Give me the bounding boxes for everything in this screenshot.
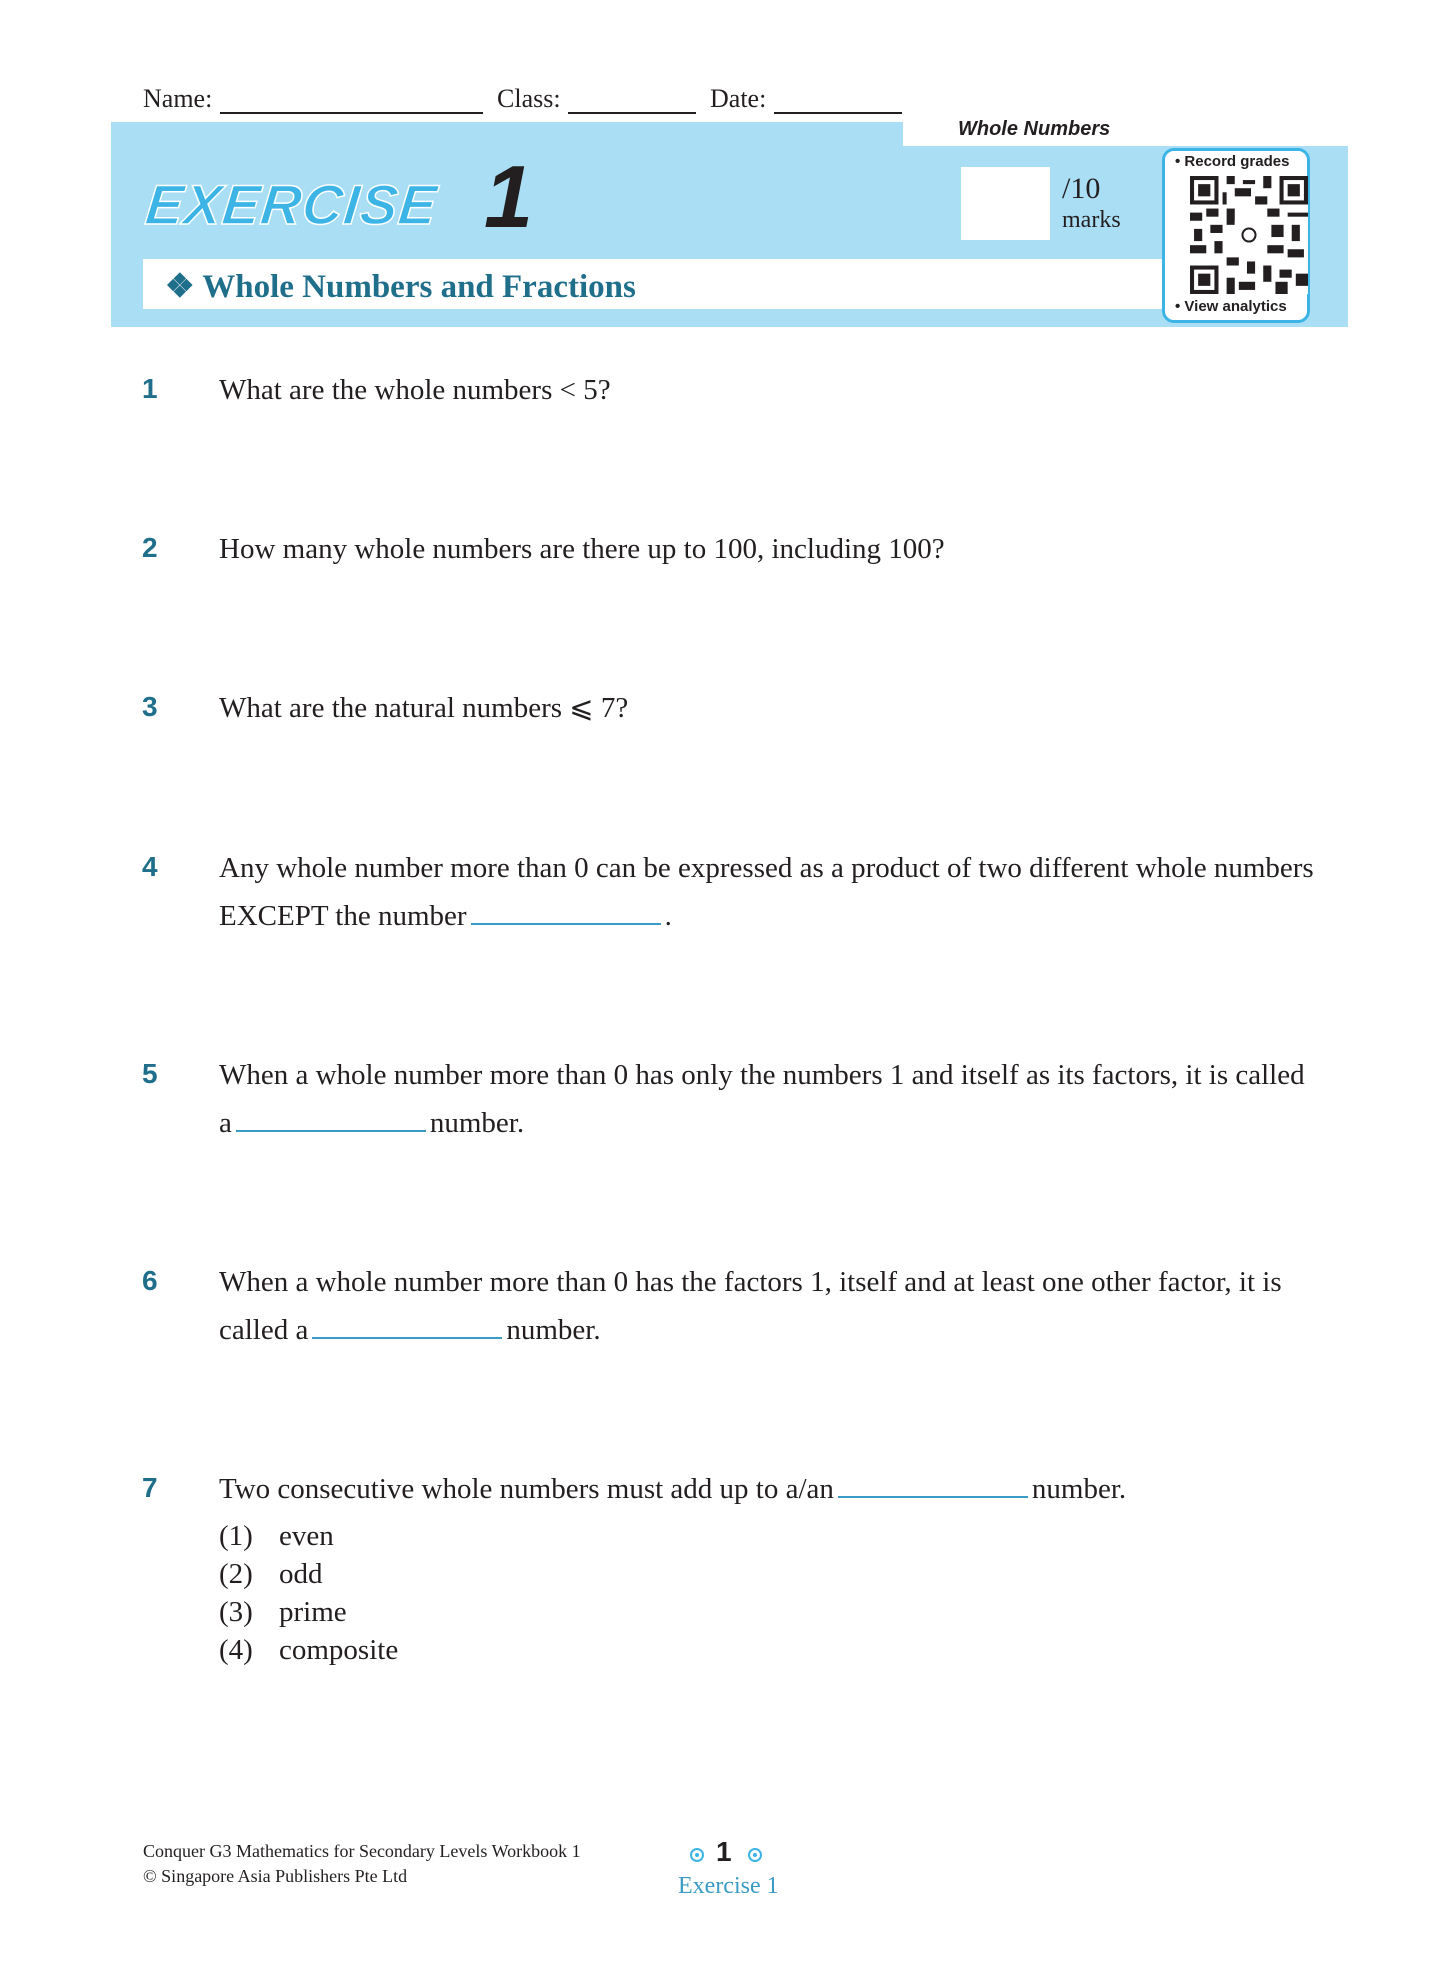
question-text: What are the natural numbers ⩽ 7?	[219, 692, 629, 724]
question-number: 1	[142, 373, 158, 404]
option-text: prime	[279, 1596, 347, 1628]
question-text-part: number.	[429, 1107, 525, 1139]
subtitle: ❖ Whole Numbers and Fractions	[165, 269, 636, 305]
question-number: 4	[142, 851, 158, 882]
question-text-part: Any whole number more than 0 can be expressed as a product of two different whole numbers EXCEPT the number	[219, 852, 1314, 932]
option-item[interactable]	[219, 1593, 347, 1631]
class-label: Class:	[497, 84, 561, 113]
question-number: 5	[142, 1058, 158, 1089]
question-text-part: number.	[1031, 1473, 1127, 1505]
page-number: 1	[716, 1836, 732, 1867]
answer-blank[interactable]	[471, 903, 661, 925]
option-text: odd	[279, 1558, 323, 1590]
answer-blank[interactable]	[312, 1317, 502, 1339]
question-number: 2	[142, 532, 158, 563]
qr-code-icon[interactable]	[1190, 176, 1308, 294]
date-label: Date:	[710, 84, 767, 113]
page-label: Exercise 1	[678, 1873, 779, 1899]
option-text: composite	[279, 1634, 399, 1666]
question-text: How many whole numbers are there up to 100, including 100?	[219, 533, 945, 565]
footer-copyright: © Singapore Asia Publishers Pte Ltd	[143, 1866, 408, 1886]
question-text-part: number.	[506, 1314, 601, 1346]
qr-record-grades: • Record grades	[1175, 153, 1290, 170]
marks-input-box[interactable]	[961, 167, 1050, 240]
answer-blank[interactable]	[838, 1476, 1028, 1498]
exercise-title: EXERCISE	[142, 173, 441, 236]
class-field[interactable]	[568, 112, 696, 114]
question-number: 6	[142, 1265, 158, 1296]
question-text	[219, 1258, 1319, 1354]
date-field[interactable]	[774, 112, 902, 114]
qr-view-analytics: • View analytics	[1175, 298, 1287, 315]
option-number: (4)	[219, 1634, 253, 1666]
option-item[interactable]	[219, 1555, 323, 1593]
footer-book-title: Conquer G3 Mathematics for Secondary Levels Workbook 1	[143, 1841, 581, 1861]
marks-total: /10	[1062, 172, 1101, 205]
question-text-part: When a whole number more than 0 has only the numbers 1 and itself as its factors, it is called a	[219, 1059, 1305, 1139]
question-text	[219, 1051, 1319, 1147]
question-text	[219, 844, 1319, 940]
marks-label: marks	[1062, 207, 1121, 233]
topic-label: Whole Numbers	[958, 118, 1111, 140]
option-item[interactable]	[219, 1517, 334, 1555]
page-dot-icon	[748, 1848, 762, 1862]
question-text: What are the whole numbers < 5?	[219, 374, 611, 406]
exercise-number: 1	[484, 147, 533, 246]
option-number: (1)	[219, 1520, 253, 1552]
question-text-part: When a whole number more than 0 has the factors 1, itself and at least one other factor, it is called a	[219, 1266, 1282, 1346]
option-number: (2)	[219, 1558, 253, 1590]
option-item[interactable]	[219, 1631, 398, 1669]
page-dot-icon	[690, 1848, 704, 1862]
option-number: (3)	[219, 1596, 253, 1628]
answer-blank[interactable]	[236, 1110, 426, 1132]
name-field[interactable]	[220, 112, 483, 114]
question-number: 3	[142, 691, 158, 722]
name-label: Name:	[143, 84, 213, 113]
question-text	[219, 1465, 1319, 1513]
question-text-part: .	[664, 900, 672, 932]
option-text: even	[279, 1520, 334, 1552]
question-text-part: Two consecutive whole numbers must add up to a/an	[219, 1473, 834, 1505]
question-number: 7	[142, 1472, 158, 1503]
